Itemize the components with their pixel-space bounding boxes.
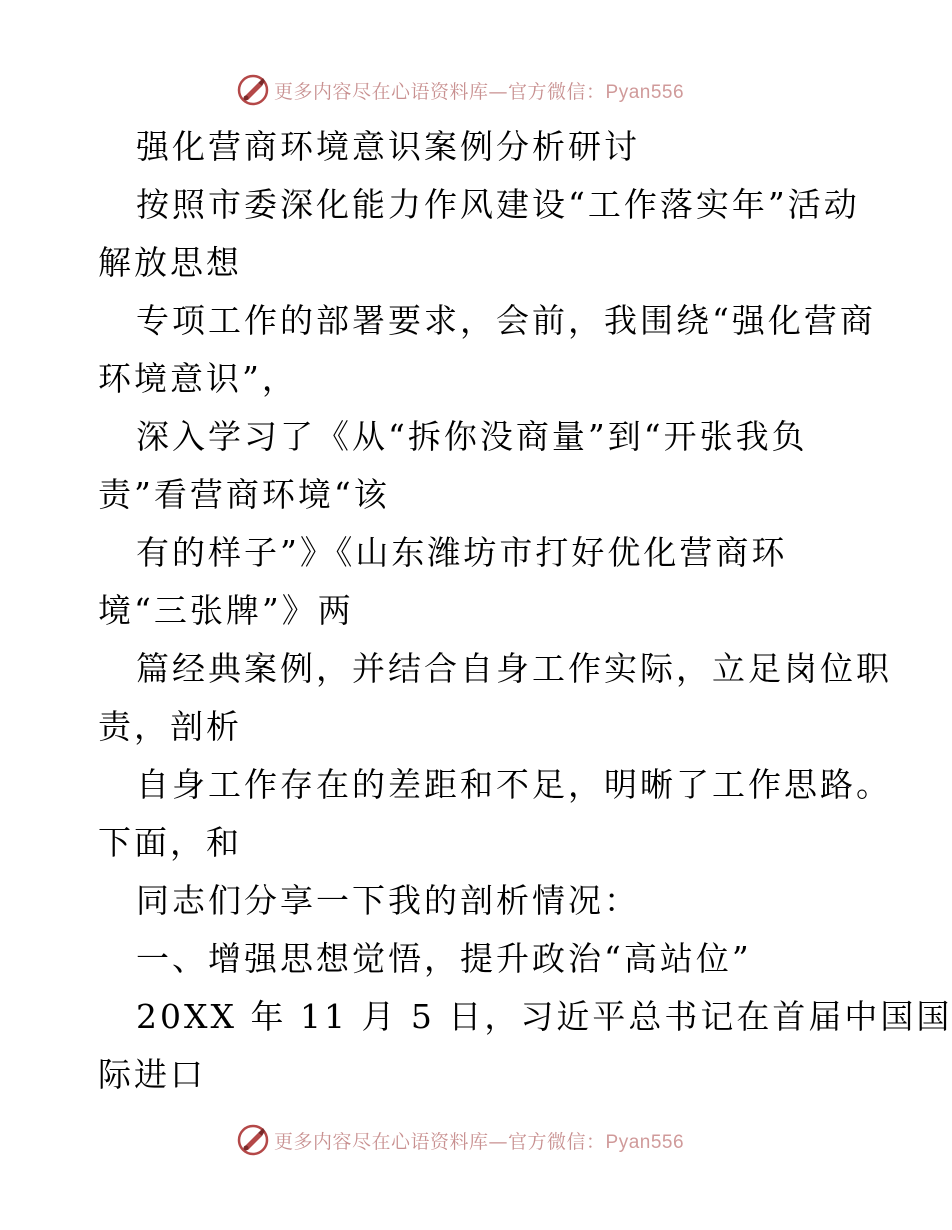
text-line: 下面，和 bbox=[98, 823, 242, 862]
document-body bbox=[98, 118, 952, 1104]
brush-circle-logo-icon bbox=[236, 1123, 270, 1157]
text-line: 按照市委深化能力作风建设“工作落实年”活动 bbox=[136, 185, 860, 224]
text-line: 深入学习了《从“拆你没商量”到“开张我负 bbox=[136, 417, 808, 456]
text-line: 环境意识”， bbox=[98, 359, 298, 398]
watermark-text: 更多内容尽在心语资料库—官方微信： bbox=[274, 80, 606, 103]
watermark-wechat-id: Pyan556 bbox=[605, 1131, 685, 1153]
text-line: 解放思想 bbox=[98, 243, 242, 282]
text-line: 专项工作的部署要求，会前，我围绕“强化营商 bbox=[136, 301, 876, 340]
text-line: 责”看营商环境“该 bbox=[98, 475, 390, 514]
text-line: 强化营商环境意识案例分析研讨 bbox=[136, 127, 640, 166]
text-line: 际进口 bbox=[98, 1055, 206, 1094]
footer-watermark bbox=[236, 1122, 716, 1158]
watermark-text: 更多内容尽在心语资料库—官方微信： bbox=[274, 1130, 606, 1153]
text-line: 同志们分享一下我的剖析情况： bbox=[136, 881, 640, 920]
text-line: 境“三张牌”》两 bbox=[98, 591, 354, 630]
text-line: 责，剖析 bbox=[98, 707, 242, 746]
text-line: 篇经典案例，并结合自身工作实际，立足岗位职 bbox=[136, 649, 892, 688]
watermark-wechat-id: Pyan556 bbox=[605, 81, 685, 103]
text-line: 有的样子”》《山东潍坊市打好优化营商环 bbox=[136, 533, 788, 572]
text-line: 自身工作存在的差距和不足，明晰了工作思路。 bbox=[136, 765, 892, 804]
text-line: 20XX 年 11 月 5 日，习近平总书记在首届中国国 bbox=[136, 997, 952, 1036]
text-line: 一、增强思想觉悟，提升政治“高站位” bbox=[136, 939, 752, 978]
brush-circle-logo-icon bbox=[236, 73, 270, 107]
header-watermark bbox=[236, 72, 716, 108]
